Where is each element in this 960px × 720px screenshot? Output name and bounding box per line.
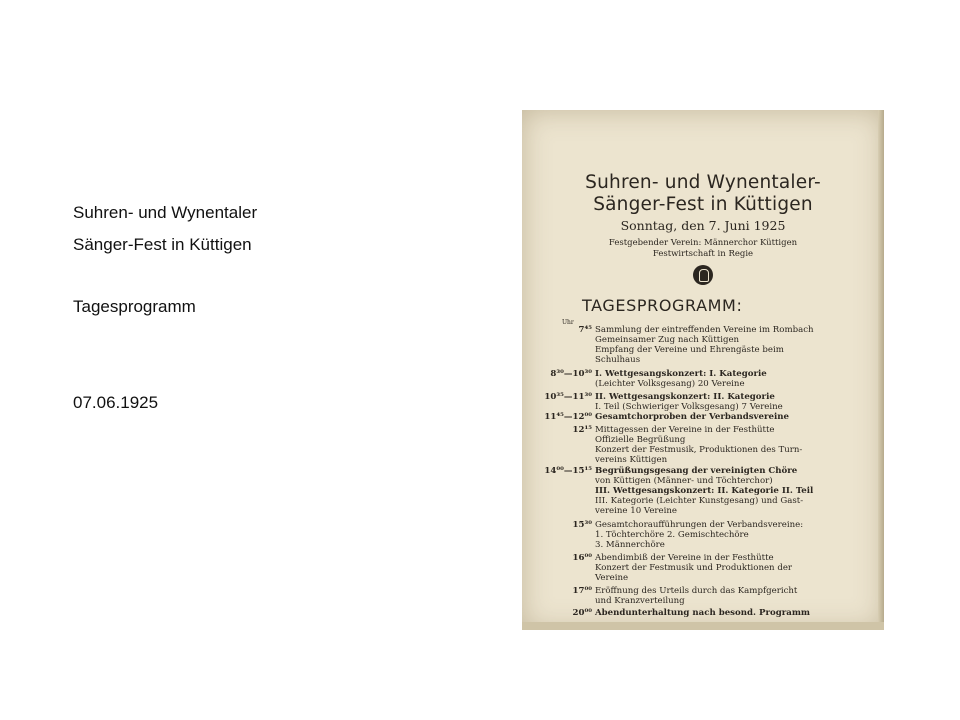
program-time: 7⁴⁵ — [578, 325, 592, 335]
program-time: 17⁰⁰ — [572, 586, 592, 596]
caption-date: 07.06.1925 — [73, 393, 159, 412]
program-description — [595, 425, 875, 465]
program-line: I. Wettgesangskonzert: I. Kategorie — [595, 369, 767, 379]
program-line: I. Teil (Schwieriger Volksgesang) 7 Vereine — [595, 402, 783, 412]
program-time: 12¹⁵ — [572, 425, 592, 435]
program-description — [595, 325, 875, 365]
program-line: Konzert der Festmusik und Produktionen der — [595, 563, 793, 573]
program-time: 16⁰⁰ — [572, 553, 592, 563]
program-line: Schulhaus — [595, 355, 641, 365]
program-line: von Küttigen (Männer- und Töchterchor) — [595, 476, 773, 486]
program-description — [595, 466, 875, 516]
program-line: 3. Männerchöre — [595, 540, 665, 550]
program-line: vereine 10 Vereine — [595, 506, 677, 516]
program-description — [595, 369, 875, 389]
program-line: (Leichter Volksgesang) 20 Vereine — [595, 379, 745, 389]
program-line: Gemeinsamer Zug nach Küttigen — [595, 335, 740, 345]
program-line: Empfang der Vereine und Ehrengäste beim — [595, 345, 784, 355]
scan-heading: TAGESPROGRAMM: — [582, 296, 743, 315]
program-line: Eröffnung des Urteils durch das Kampfgericht — [595, 586, 798, 596]
program-time: 15³⁰ — [572, 520, 592, 530]
program-time: 11⁴⁵—12⁰⁰ — [544, 412, 592, 422]
scan-catering: Festwirtschaft in Regie — [652, 249, 754, 259]
program-time: 14⁰⁰—15¹⁵ — [544, 466, 592, 476]
program-line: Abendunterhaltung nach besond. Programm — [595, 608, 810, 618]
program-line: Offizielle Begrüßung — [595, 435, 686, 445]
program-line: Abendimbiß der Vereine in der Festhütte — [595, 553, 774, 563]
program-line: Gesamtchorproben der Verbandsvereine — [595, 412, 789, 422]
program-description — [595, 608, 875, 618]
program-line: und Kranzverteilung — [595, 596, 685, 606]
caption-subtitle: Tagesprogramm — [73, 297, 196, 316]
program-description — [595, 586, 875, 606]
program-time: 20⁰⁰ — [572, 608, 592, 618]
scan-title-line-1: Suhren- und Wynentaler- — [585, 172, 821, 193]
program-line: III. Kategorie (Leichter Kunstgesang) und Gast- — [595, 496, 804, 506]
paper-bottom-edge — [522, 622, 884, 630]
program-description — [595, 412, 875, 422]
program-description — [595, 392, 875, 412]
program-line: Mittagessen der Vereine in der Festhütte — [595, 425, 775, 435]
program-line: Begrüßungsgesang der vereinigten Chöre — [595, 466, 798, 476]
program-line: Konzert der Festmusik, Produktionen des Turn- — [595, 445, 803, 455]
program-line: Gesamtchoraufführungen der Verbandsvereine: — [595, 520, 804, 530]
program-line: III. Wettgesangskonzert: II. Kategorie II. Teil — [595, 486, 814, 496]
program-scan — [522, 110, 884, 630]
scan-title-line-2: Sänger-Fest in Küttigen — [593, 194, 813, 215]
caption-title-line-1: Suhren- und Wynentaler — [73, 203, 258, 222]
program-description — [595, 553, 875, 583]
program-time: 10³⁵—11³⁰ — [544, 392, 592, 402]
program-line: II. Wettgesangskonzert: II. Kategorie — [595, 392, 775, 402]
program-line: 1. Töchterchöre 2. Gemischtechöre — [595, 530, 749, 540]
lyre-emblem-icon — [693, 265, 713, 285]
scan-uhr-label: Uhr — [562, 319, 574, 326]
caption-title-line-2: Sänger-Fest in Küttigen — [73, 235, 252, 254]
program-line: vereins Küttigen — [595, 455, 668, 465]
program-line: Vereine — [595, 573, 629, 583]
program-line: Sammlung der eintreffenden Vereine im Rombach — [595, 325, 814, 335]
program-description — [595, 520, 875, 550]
scan-date: Sonntag, den 7. Juni 1925 — [620, 218, 786, 233]
scan-host: Festgebender Verein: Männerchor Küttigen — [608, 238, 798, 248]
program-time: 8³⁰—10³⁰ — [550, 369, 592, 379]
